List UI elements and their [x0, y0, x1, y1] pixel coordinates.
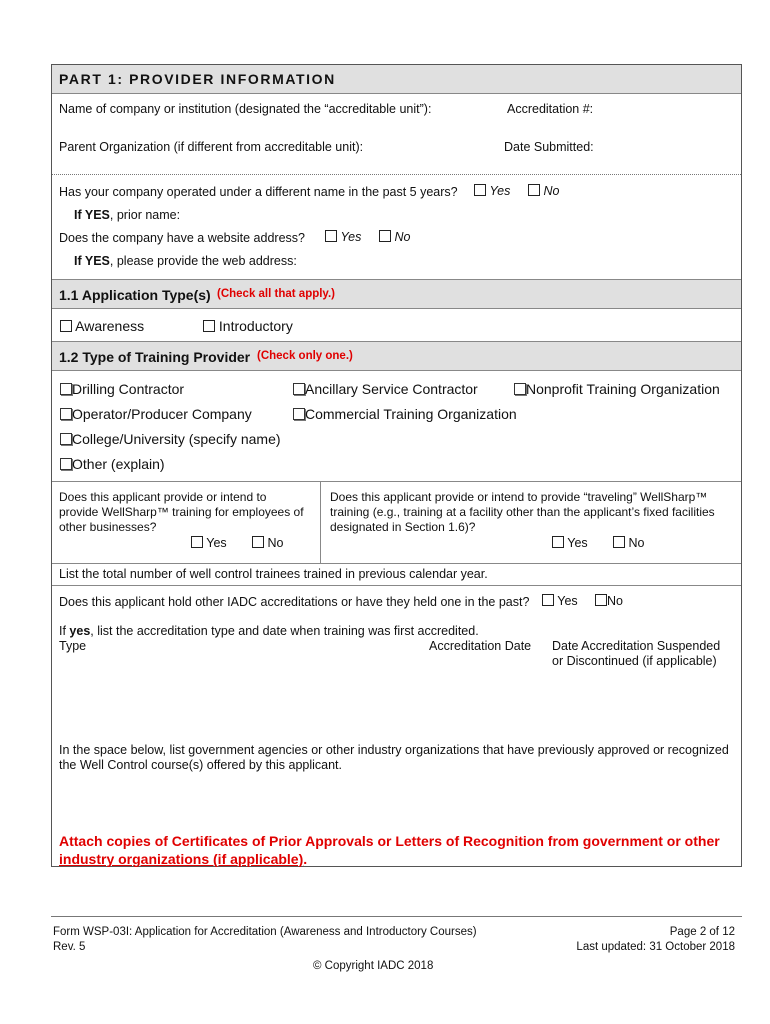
employees-yes[interactable]: Yes	[191, 536, 227, 550]
checkbox[interactable]	[552, 536, 564, 548]
checkbox[interactable]	[60, 408, 72, 420]
checkbox[interactable]	[293, 383, 305, 395]
footer-page-number: Page 2 of 12	[669, 926, 735, 938]
other-accreditations-yes[interactable]: Yes	[542, 594, 578, 608]
checkbox[interactable]	[60, 433, 72, 445]
date-submitted-label: Date Submitted:	[504, 140, 594, 154]
company-name-label: Name of company or institution (designated the “accreditable unit”):	[59, 102, 432, 116]
column-suspended-line1: Date Accreditation Suspended	[552, 639, 721, 653]
column-accreditation-date: Accreditation Date	[429, 639, 532, 653]
provider-other[interactable]: Other (explain)	[60, 456, 165, 472]
divider	[52, 481, 741, 482]
employees-no[interactable]: No	[252, 536, 283, 550]
section-1-1-note: (Check all that apply.)	[217, 288, 336, 300]
footer-divider	[51, 916, 742, 917]
prior-name-label: If YES, prior name:	[74, 208, 181, 222]
section-1-1-header	[52, 279, 741, 309]
checkbox[interactable]	[595, 594, 607, 606]
footer-revision: Rev. 5	[53, 941, 86, 953]
checkbox[interactable]	[474, 184, 486, 196]
provider-information-form	[51, 64, 742, 867]
provider-drilling-contractor[interactable]: Drilling Contractor	[60, 381, 184, 397]
checkbox[interactable]	[379, 230, 391, 242]
divider	[52, 585, 741, 586]
provider-commercial-training[interactable]: Commercial Training Organization	[293, 406, 517, 422]
accreditation-number-label: Accreditation #:	[507, 102, 594, 116]
footer-copyright: © Copyright IADC 2018	[313, 960, 434, 972]
employees-question-line3: other businesses?	[59, 520, 157, 534]
checkbox[interactable]	[613, 536, 625, 548]
introductory-option[interactable]: Introductory	[203, 318, 293, 334]
divider	[52, 563, 741, 564]
website-yes[interactable]: Yes	[325, 230, 361, 244]
other-accreditations-question: Does this applicant hold other IADC accreditations or have they held one in the past?	[59, 595, 530, 609]
footer-last-updated: Last updated: 31 October 2018	[576, 941, 735, 953]
checkbox[interactable]	[293, 408, 305, 420]
checkbox[interactable]	[252, 536, 264, 548]
part-title: PART 1: PROVIDER INFORMATION	[59, 71, 336, 87]
checkbox[interactable]	[528, 184, 540, 196]
part-header	[52, 65, 741, 94]
traveling-question-line1: Does this applicant provide or intend to provide “traveling” WellSharp™	[330, 490, 708, 504]
different-name-question: Has your company operated under a different name in the past 5 years?	[59, 185, 458, 199]
checkbox[interactable]	[514, 383, 526, 395]
checkbox[interactable]	[60, 320, 72, 332]
provider-college-university[interactable]: College/University (specify name)	[60, 431, 281, 447]
employees-question-line2: provide WellSharp™ training for employees of	[59, 505, 304, 519]
traveling-question-line2: training (e.g., training at a facility other than the applicant’s fixed facilities	[330, 505, 715, 519]
web-address-label: If YES, please provide the web address:	[74, 254, 297, 268]
checkbox[interactable]	[542, 594, 554, 606]
trainees-label: List the total number of well control trainees trained in previous calendar year.	[59, 567, 488, 581]
attach-copies-line1: Attach copies of Certificates of Prior Approvals or Letters of Recognition from government or other	[59, 833, 720, 849]
awareness-option[interactable]: Awareness	[60, 318, 144, 334]
provider-nonprofit[interactable]: Nonprofit Training Organization	[514, 381, 720, 397]
provider-operator-producer[interactable]: Operator/Producer Company	[60, 406, 252, 422]
checkbox[interactable]	[203, 320, 215, 332]
attach-copies-line2: industry organizations (if applicable).	[59, 851, 308, 867]
footer-form-title: Form WSP-03I: Application for Accreditation (Awareness and Introductory Courses)	[53, 926, 477, 938]
traveling-yes[interactable]: Yes	[552, 536, 588, 550]
traveling-no[interactable]: No	[613, 536, 644, 550]
checkbox[interactable]	[191, 536, 203, 548]
website-no[interactable]: No	[379, 230, 410, 244]
traveling-question-line3: designated in Section 1.6)?	[330, 520, 476, 534]
website-question: Does the company have a website address?	[59, 231, 305, 245]
different-name-no[interactable]: No	[528, 184, 559, 198]
other-accreditations-no[interactable]: No	[595, 594, 623, 608]
different-name-yes[interactable]: Yes	[474, 184, 510, 198]
checkbox[interactable]	[60, 458, 72, 470]
gov-agencies-line2: the Well Control course(s) offered by this applicant.	[59, 758, 343, 772]
section-1-2-title: 1.2 Type of Training Provider	[59, 349, 251, 365]
divider	[52, 174, 741, 175]
column-divider	[320, 481, 321, 563]
column-type: Type	[59, 639, 87, 653]
column-suspended-line2: or Discontinued (if applicable)	[552, 654, 717, 668]
checkbox[interactable]	[325, 230, 337, 242]
gov-agencies-line1: In the space below, list government agencies or other industry organizations that have previously approved or recognized	[59, 743, 729, 757]
parent-org-label: Parent Organization (if different from accreditable unit):	[59, 140, 364, 154]
section-1-1-title: 1.1 Application Type(s)	[59, 287, 211, 303]
checkbox[interactable]	[60, 383, 72, 395]
provider-ancillary-service[interactable]: Ancillary Service Contractor	[293, 381, 478, 397]
list-accreditations-label: If yes, list the accreditation type and date when training was first accredited.	[59, 624, 479, 638]
employees-question-line1: Does this applicant provide or intend to	[59, 490, 267, 504]
section-1-2-header	[52, 341, 741, 371]
section-1-2-note: (Check only one.)	[257, 350, 353, 362]
